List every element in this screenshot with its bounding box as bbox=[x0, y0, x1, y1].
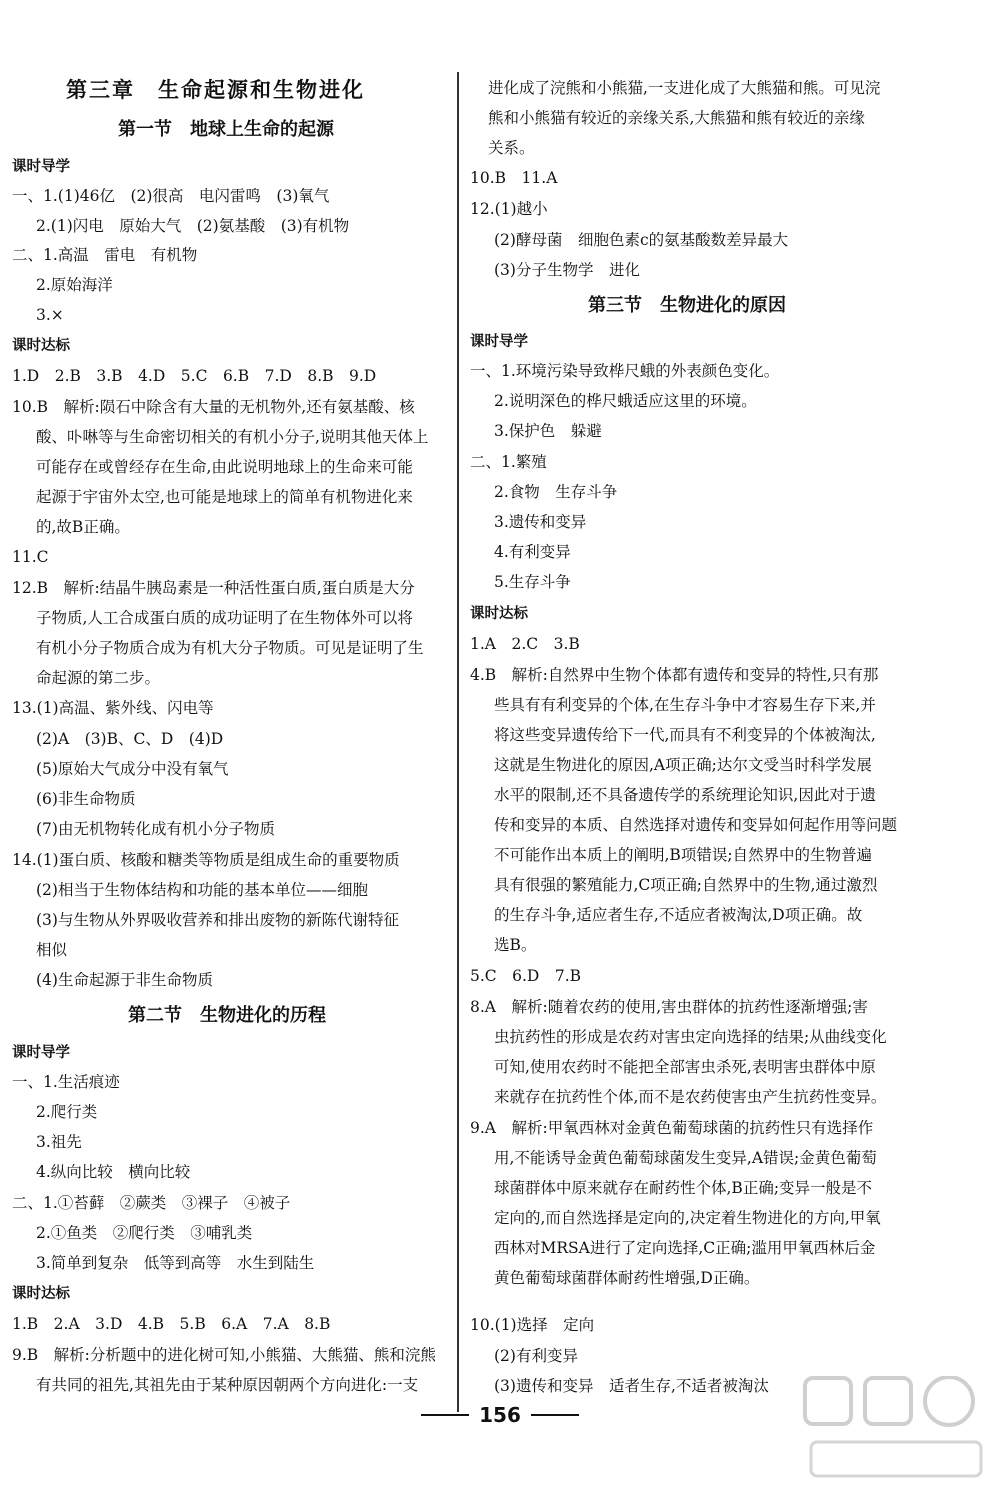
answer-line: 4.纵向比较 横向比较 bbox=[36, 1163, 191, 1181]
answer-line: 5.生存斗争 bbox=[494, 573, 571, 591]
chapter-title: 第三章 生命起源和生物进化 bbox=[66, 77, 365, 102]
answer-line: 二、1.高温 雷电 有机物 bbox=[12, 246, 198, 264]
answer-line: 水平的限制,还不具备遗传学的系统理论知识,因此对于遗 bbox=[494, 786, 876, 804]
subsection-label: 课时导学 bbox=[470, 334, 528, 350]
answer-line: 一、1.(1)46亿 (2)很高 电闪雷鸣 (3)氧气 bbox=[12, 187, 330, 205]
answer-line: 虫抗药性的形成是农药对害虫定向选择的结果;从曲线变化 bbox=[494, 1028, 887, 1046]
answer-line: 4.B 解析:自然界中生物个体都有遗传和变异的特性,只有那 bbox=[470, 666, 879, 684]
answer-line: 选B。 bbox=[494, 936, 537, 954]
answer-line: 14.(1)蛋白质、核酸和糖类等物质是组成生命的重要物质 bbox=[12, 851, 400, 869]
footer-rule-left bbox=[421, 1414, 469, 1416]
answer-line: 1.D 2.B 3.B 4.D 5.C 6.B 7.D 8.B 9.D bbox=[12, 367, 377, 385]
answer-line: 3.× bbox=[36, 306, 64, 324]
answer-line: 可能存在或曾经存在生命,由此说明地球上的生命来可能 bbox=[36, 458, 413, 476]
answer-line: 2.(1)闪电 原始大气 (2)氨基酸 (3)有机物 bbox=[36, 217, 350, 235]
answer-line: 将这些变异遗传给下一代,而具有不利变异的个体被淘汰, bbox=[494, 726, 876, 744]
answer-line: 具有很强的繁殖能力,C项正确;自然界中的生物,通过激烈 bbox=[494, 876, 878, 894]
answer-line: 10.B 解析:陨石中除含有大量的无机物外,还有氨基酸、核 bbox=[12, 398, 415, 416]
answer-line: 12.(1)越小 bbox=[470, 200, 548, 218]
answer-line: (7)由无机物转化成有机小分子物质 bbox=[36, 820, 275, 838]
answer-line: 这就是生物进化的原因,A项正确;达尔文受当时科学发展 bbox=[494, 756, 872, 774]
answer-line: 有机小分子物质合成为有机大分子物质。可见是证明了生 bbox=[36, 639, 424, 657]
answer-line: 9.A 解析:甲氧西林对金黄色葡萄球菌的抗药性只有选择作 bbox=[470, 1119, 874, 1137]
answer-line: 1.B 2.A 3.D 4.B 5.B 6.A 7.A 8.B bbox=[12, 1315, 331, 1333]
answer-line: (4)生命起源于非生命物质 bbox=[36, 971, 213, 989]
answer-line: 命起源的第二步。 bbox=[36, 669, 161, 687]
answer-line: 的,故B正确。 bbox=[36, 518, 130, 536]
footer-rule-right bbox=[531, 1414, 579, 1416]
answer-line: 1.A 2.C 3.B bbox=[470, 635, 580, 653]
answer-line: 有共同的祖先,其祖先由于某种原因朝两个方向进化:一支 bbox=[36, 1376, 419, 1394]
answer-line: 一、1.环境污染导致桦尺蛾的外表颜色变化。 bbox=[470, 362, 780, 380]
answer-line: 12.B 解析:结晶牛胰岛素是一种活性蛋白质,蛋白质是大分 bbox=[12, 579, 415, 597]
answer-line: 定向的,而自然选择是定向的,决定着生物进化的方向,甲氧 bbox=[494, 1209, 881, 1227]
answer-line: 进化成了浣熊和小熊猫,一支进化成了大熊猫和熊。可见浣 bbox=[488, 79, 881, 97]
answer-line: 相似 bbox=[36, 941, 68, 959]
answer-line: (3)与生物从外界吸收营养和排出废物的新陈代谢特征 bbox=[36, 911, 399, 929]
answer-line: 来就存在抗药性个体,而不是农药使害虫产生抗药性变异。 bbox=[494, 1088, 887, 1106]
answer-line: 2.爬行类 bbox=[36, 1103, 98, 1121]
answer-line: 起源于宇宙外太空,也可能是地球上的简单有机物进化来 bbox=[36, 488, 413, 506]
answer-line: 5.C 6.D 7.B bbox=[470, 967, 582, 985]
answer-line: 酸、卟啉等与生命密切相关的有机小分子,说明其他天体上 bbox=[36, 428, 429, 446]
answer-line: 熊和小熊猫有较近的亲缘关系,大熊猫和熊有较近的亲缘 bbox=[488, 109, 865, 127]
answer-line: 2.原始海洋 bbox=[36, 276, 113, 294]
answer-line: 2.①鱼类 ②爬行类 ③哺乳类 bbox=[36, 1224, 253, 1242]
answer-line: (2)A (3)B、C、D (4)D bbox=[36, 730, 224, 748]
answer-line: 不可能作出本质上的阐明,B项错误;自然界中的生物普遍 bbox=[494, 846, 873, 864]
answer-line: 关系。 bbox=[488, 139, 535, 157]
answer-line: 3.保护色 躲避 bbox=[494, 422, 602, 440]
answer-line: 球菌群体中原来就存在耐药性个体,B正确;变异一般是不 bbox=[494, 1179, 873, 1197]
answer-line: 9.B 解析:分析题中的进化树可知,小熊猫、大熊猫、熊和浣熊 bbox=[12, 1346, 436, 1364]
answer-line: 一、1.生活痕迹 bbox=[12, 1073, 120, 1091]
answer-line: 黄色葡萄球菌群体耐药性增强,D正确。 bbox=[494, 1269, 760, 1287]
answer-line: 的生存斗争,适应者生存,不适应者被淘汰,D项正确。故 bbox=[494, 906, 863, 924]
answer-line: 10.B 11.A bbox=[470, 169, 558, 187]
column-divider bbox=[457, 72, 459, 1412]
answer-line: 用,不能诱导金黄色葡萄球菌发生变异,A错误;金黄色葡萄 bbox=[494, 1149, 877, 1167]
answer-line: (5)原始大气成分中没有氧气 bbox=[36, 760, 229, 778]
answer-line: 4.有利变异 bbox=[494, 543, 571, 561]
answer-line: (6)非生命物质 bbox=[36, 790, 136, 808]
answer-line: 3.简单到复杂 低等到高等 水生到陆生 bbox=[36, 1254, 315, 1272]
page-number: 156 bbox=[479, 1403, 521, 1427]
answer-line: 子物质,人工合成蛋白质的成功证明了在生物体外可以将 bbox=[36, 609, 413, 627]
subsection-label: 课时达标 bbox=[12, 338, 70, 354]
answer-line: 10.(1)选择 定向 bbox=[470, 1316, 595, 1334]
subsection-label: 课时达标 bbox=[12, 1286, 70, 1302]
answer-line: 2.食物 生存斗争 bbox=[494, 483, 618, 501]
answer-line: (3)分子生物学 进化 bbox=[494, 261, 640, 279]
answer-line: 二、1.繁殖 bbox=[470, 453, 547, 471]
answer-line: (3)遗传和变异 适者生存,不适者被淘汰 bbox=[494, 1377, 769, 1395]
answer-line: 些具有有利变异的个体,在生存斗争中才容易生存下来,并 bbox=[494, 696, 876, 714]
section-heading: 第一节 地球上生命的起源 bbox=[118, 119, 334, 140]
answer-line: 可知,使用农药时不能把全部害虫杀死,表明害虫群体中原 bbox=[494, 1058, 876, 1076]
answer-line: 3.遗传和变异 bbox=[494, 513, 587, 531]
answer-line: 11.C bbox=[12, 548, 49, 566]
answer-line: 2.说明深色的桦尺蛾适应这里的环境。 bbox=[494, 392, 757, 410]
watermark-logo bbox=[803, 1376, 988, 1486]
answer-line: 3.祖先 bbox=[36, 1133, 82, 1151]
answer-line: 13.(1)高温、紫外线、闪电等 bbox=[12, 699, 214, 717]
answer-line: 传和变异的本质、自然选择对遗传和变异如何起作用等问题 bbox=[494, 816, 898, 834]
answer-line: (2)有利变异 bbox=[494, 1347, 578, 1365]
answer-line: 二、1.①苔藓 ②蕨类 ③裸子 ④被子 bbox=[12, 1194, 291, 1212]
answer-line: 西林对MRSA进行了定向选择,C正确;滥用甲氧西林后金 bbox=[494, 1239, 876, 1257]
answer-line: 8.A 解析:随着农药的使用,害虫群体的抗药性逐渐增强;害 bbox=[470, 998, 868, 1016]
answer-line: (2)酵母菌 细胞色素c的氨基酸数差异最大 bbox=[494, 231, 789, 249]
section-heading: 第三节 生物进化的原因 bbox=[588, 295, 786, 316]
subsection-label: 课时导学 bbox=[12, 159, 70, 175]
watermark-graphic bbox=[803, 1376, 988, 1486]
subsection-label: 课时导学 bbox=[12, 1045, 70, 1061]
answer-line: (2)相当于生物体结构和功能的基本单位——细胞 bbox=[36, 881, 368, 899]
section-heading: 第二节 生物进化的历程 bbox=[128, 1005, 326, 1026]
subsection-label: 课时达标 bbox=[470, 606, 528, 622]
